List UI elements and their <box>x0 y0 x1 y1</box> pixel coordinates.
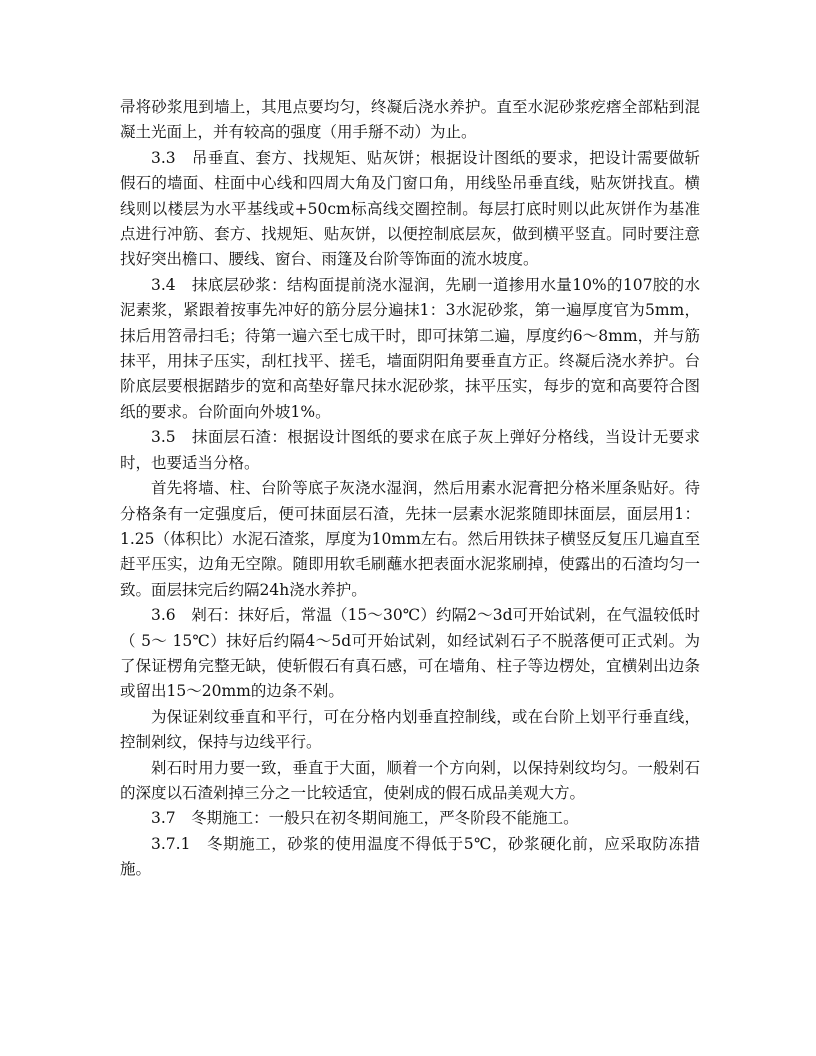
paragraph-3-7-1: 3.7.1 冬期施工，砂浆的使用温度不得低于5℃，砂浆硬化前，应采取防冻措施。 <box>120 834 700 879</box>
paragraph-continuation: 帚将砂浆甩到墙上，其甩点要均匀，终凝后浇水养护。直至水泥砂浆疙瘩全部粘到混凝土光面上，并有较高的强度（用手掰不动）为止。 <box>120 98 700 142</box>
paragraph-3-3: 3.3 吊垂直、套方、找规矩、贴灰饼；根据设计图纸的要求，把设计需要做斩假石的墙面、柱面中心线和四周大角及门窗口角，用线坠吊垂直线，贴灰饼找直。横线则以楼层为水平基线或+50cm标高线交圈控制。每层打底时则以此灰饼作为基准点进行冲筋、套方、找规矩、贴灰饼，以便控制底层灰，做到横平竖直。同时要注意找好突出檐口、腰线、窗台、雨篷及台阶等饰面的流水坡度。 <box>120 148 700 269</box>
paragraph-3-6-force: 剁石时用力要一致，垂直于大面，顺着一个方向剁，以保持剁纹均匀。一般剁石的深度以石渣剁掉三分之一比较适宜，使剁成的假石成品美观大方。 <box>120 758 700 802</box>
paragraph-3-4: 3.4 抹底层砂浆：结构面提前浇水湿润，先刷一道掺用水量10%的107胶的水泥素浆，紧跟着按事先冲好的筋分层分遍抹1：3水泥砂浆，第一遍厚度官为5mm，抹后用笤帚扫毛；待第一遍六至七成干时，即可抹第二遍，厚度约6～8mm，并与筋抹平，用抹子压实，刮杠找平、搓毛，墙面阴阳角要垂直方正。终凝后浇水养护。台阶底层要根据踏步的宽和高垫好靠尺抹水泥砂浆，抹平压实，每步的宽和高要符合图纸的要求。台阶面向外坡1%。 <box>120 275 700 421</box>
document-body <box>120 95 700 883</box>
paragraph-3-7: 3.7 冬期施工：一般只在初冬期间施工，严冬阶段不能施工。 <box>151 809 579 828</box>
paragraph-3-5-detail: 首先将墙、柱、台阶等底子灰浇水湿润，然后用素水泥膏把分格米厘条贴好。待分格条有一定强度后，便可抹面层石渣，先抹一层素水泥浆随即抹面层，面层用1：1.25（体积比）水泥石渣浆，厚度为10mm左右。然后用铁抹子横竖反复压几遍直至赶平压实，边角无空隙。随即用软毛刷蘸水把表面水泥浆刷掉，使露出的石渣均匀一致。面层抹完后约隔24h浇水养护。 <box>120 479 700 599</box>
paragraph-3-5: 3.5 抹面层石渣：根据设计图纸的要求在底子灰上弹好分格线，当设计无要求时，也要适当分格。 <box>120 428 700 472</box>
paragraph-3-6: 3.6 剁石：抹好后，常温（15～30℃）约隔2～3d可开始试剁，在气温较低时（ 5～ 15℃）抹好后约隔4～5d可开始试剁，如经试剁石子不脱落便可正式剁。为了保证楞角完整无缺，使斩假石有真石感，可在墙角、柱子等边楞处，宜横剁出边条或留出15～20mm的边条不剁。 <box>120 606 700 701</box>
paragraph-3-6-vertical-lines: 为保证剁纹垂直和平行，可在分格内划垂直控制线，或在台阶上划平行垂直线，控制剁纹，保持与边线平行。 <box>120 707 700 752</box>
